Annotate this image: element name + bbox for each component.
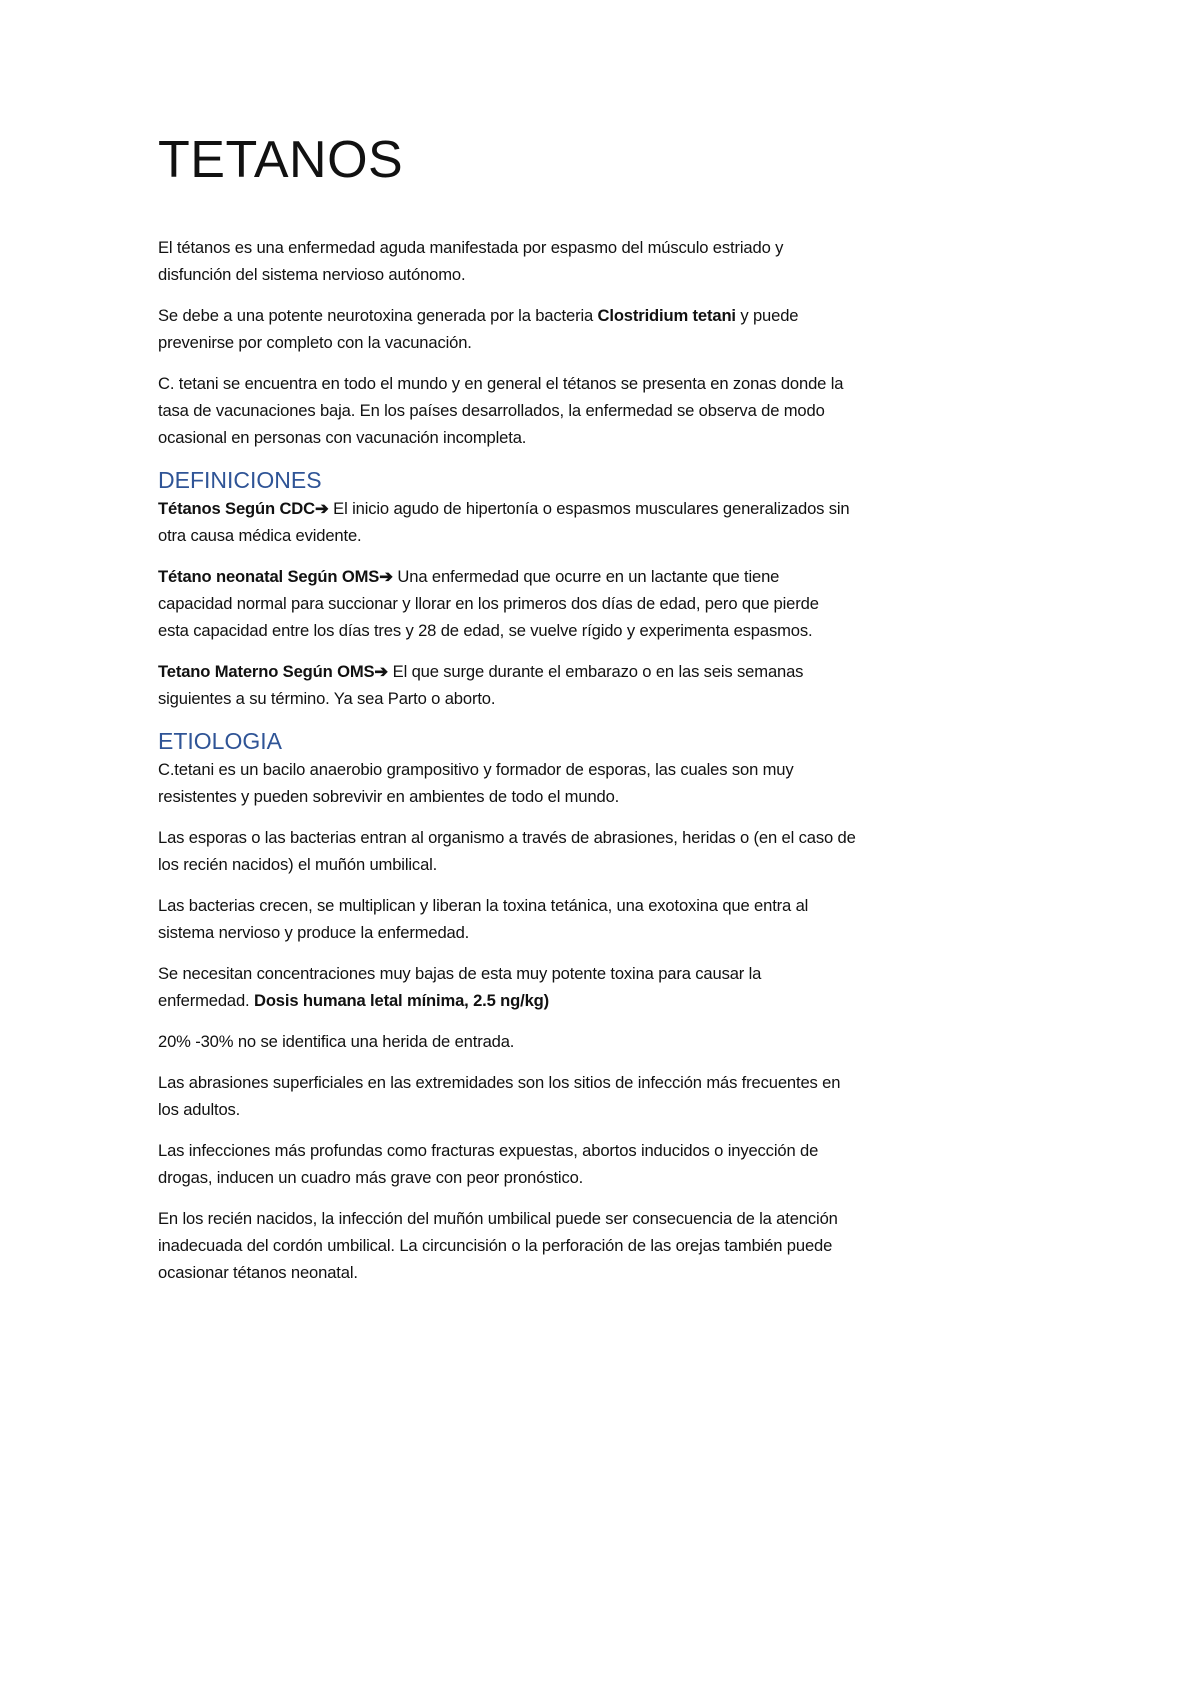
text-line <box>158 1205 958 1232</box>
text-run: Se debe a una potente neurotoxina generada por la bacteria <box>158 306 598 325</box>
text-line <box>158 1096 958 1123</box>
text-line <box>158 658 958 685</box>
text-line <box>158 522 958 549</box>
bold-text: Tétanos Según CDC➔ <box>158 499 329 518</box>
text-run: El inicio agudo de hipertonía o espasmos musculares generalizados sin <box>328 499 850 518</box>
text-run: Las infecciones más profundas como fracturas expuestas, abortos inducidos o inyección de <box>158 1141 819 1160</box>
bold-text: Dosis humana letal mínima, 2.5 ng/kg) <box>253 991 550 1010</box>
text-line <box>158 1028 958 1055</box>
document-page <box>158 128 958 1300</box>
text-run: enfermedad. <box>158 991 254 1010</box>
text-run: siguientes a su término. Ya sea Parto o aborto. <box>158 689 496 708</box>
text-run: los recién nacidos) el muñón umbilical. <box>158 855 438 874</box>
paragraph <box>158 1028 958 1055</box>
text-run: ocasionar tétanos neonatal. <box>158 1263 358 1282</box>
paragraph <box>158 370 958 451</box>
text-line <box>158 1232 958 1259</box>
paragraph <box>158 824 958 878</box>
bold-text: Tetano Materno Según OMS➔ <box>158 662 389 681</box>
text-run: C.tetani es un bacilo anaerobio grampositivo y formador de esporas, las cuales son muy <box>158 760 794 779</box>
text-line <box>158 234 958 261</box>
text-line <box>158 987 958 1014</box>
paragraph <box>158 1137 958 1191</box>
text-run: drogas, inducen un cuadro más grave con peor pronóstico. <box>158 1168 584 1187</box>
text-run: Una enfermedad que ocurre en un lactante que tiene <box>392 567 780 586</box>
text-run: inadecuada del cordón umbilical. La circuncisión o la perforación de las orejas también puede <box>158 1236 833 1255</box>
paragraph <box>158 302 958 356</box>
section-heading: DEFINICIONES <box>158 467 322 493</box>
paragraph <box>158 1205 958 1286</box>
text-line <box>158 685 958 712</box>
paragraph <box>158 960 958 1014</box>
text-run: y puede <box>735 306 799 325</box>
text-run: C. tetani se encuentra en todo el mundo y en general el tétanos se presenta en zonas donde la <box>158 374 844 393</box>
text-line <box>158 1069 958 1096</box>
paragraph <box>158 563 958 644</box>
text-line <box>158 261 958 288</box>
text-line <box>158 756 958 783</box>
text-run: resistentes y pueden sobrevivir en ambientes de todo el mundo. <box>158 787 620 806</box>
text-line <box>158 1164 958 1191</box>
text-line <box>158 892 958 919</box>
text-run: Las esporas o las bacterias entran al organismo a través de abrasiones, heridas o (en el caso de <box>158 828 856 847</box>
text-run: ocasional en personas con vacunación incompleta. <box>158 428 527 447</box>
text-run: El tétanos es una enfermedad aguda manifestada por espasmo del músculo estriado y <box>158 238 784 257</box>
text-run: Las abrasiones superficiales en las extremidades son los sitios de infección más frecuentes en <box>158 1073 841 1092</box>
document-body <box>158 234 958 1286</box>
text-line <box>158 424 958 451</box>
text-run: tasa de vacunaciones baja. En los países desarrollados, la enfermedad se observa de modo <box>158 401 825 420</box>
text-run: los adultos. <box>158 1100 241 1119</box>
text-run: 20% -30% no se identifica una herida de entrada. <box>158 1032 515 1051</box>
text-run: disfunción del sistema nervioso autónomo. <box>158 265 466 284</box>
text-line <box>158 495 958 522</box>
section-heading: ETIOLOGIA <box>158 728 282 754</box>
text-run: esta capacidad entre los días tres y 28 de edad, se vuelve rígido y experimenta espasmos. <box>158 621 813 640</box>
text-run: Se necesitan concentraciones muy bajas de esta muy potente toxina para causar la <box>158 964 762 983</box>
paragraph <box>158 892 958 946</box>
text-run: prevenirse por completo con la vacunación. <box>158 333 472 352</box>
document-title: TETANOS <box>158 131 404 189</box>
text-line <box>158 302 958 329</box>
paragraph <box>158 1069 958 1123</box>
text-line <box>158 851 958 878</box>
text-line <box>158 563 958 590</box>
text-line <box>158 617 958 644</box>
text-line <box>158 590 958 617</box>
text-run: El que surge durante el embarazo o en las seis semanas <box>388 662 804 681</box>
text-line <box>158 370 958 397</box>
text-line <box>158 919 958 946</box>
paragraph <box>158 234 958 288</box>
text-run: En los recién nacidos, la infección del muñón umbilical puede ser consecuencia de la atención <box>158 1209 838 1228</box>
text-line <box>158 1259 958 1286</box>
text-run: Las bacterias crecen, se multiplican y liberan la toxina tetánica, una exotoxina que entra al <box>158 896 809 915</box>
text-line <box>158 1137 958 1164</box>
bold-text: Tétano neonatal Según OMS➔ <box>158 567 393 586</box>
text-line <box>158 397 958 424</box>
bold-text: Clostridium tetani <box>597 306 736 325</box>
paragraph <box>158 658 958 712</box>
paragraph <box>158 756 958 810</box>
text-line <box>158 960 958 987</box>
text-run: otra causa médica evidente. <box>158 526 362 545</box>
paragraph <box>158 495 958 549</box>
text-run: sistema nervioso y produce la enfermedad. <box>158 923 470 942</box>
text-run: capacidad normal para succionar y llorar en los primeros dos días de edad, pero que pierde <box>158 594 819 613</box>
text-line <box>158 824 958 851</box>
text-line <box>158 783 958 810</box>
text-line <box>158 329 958 356</box>
